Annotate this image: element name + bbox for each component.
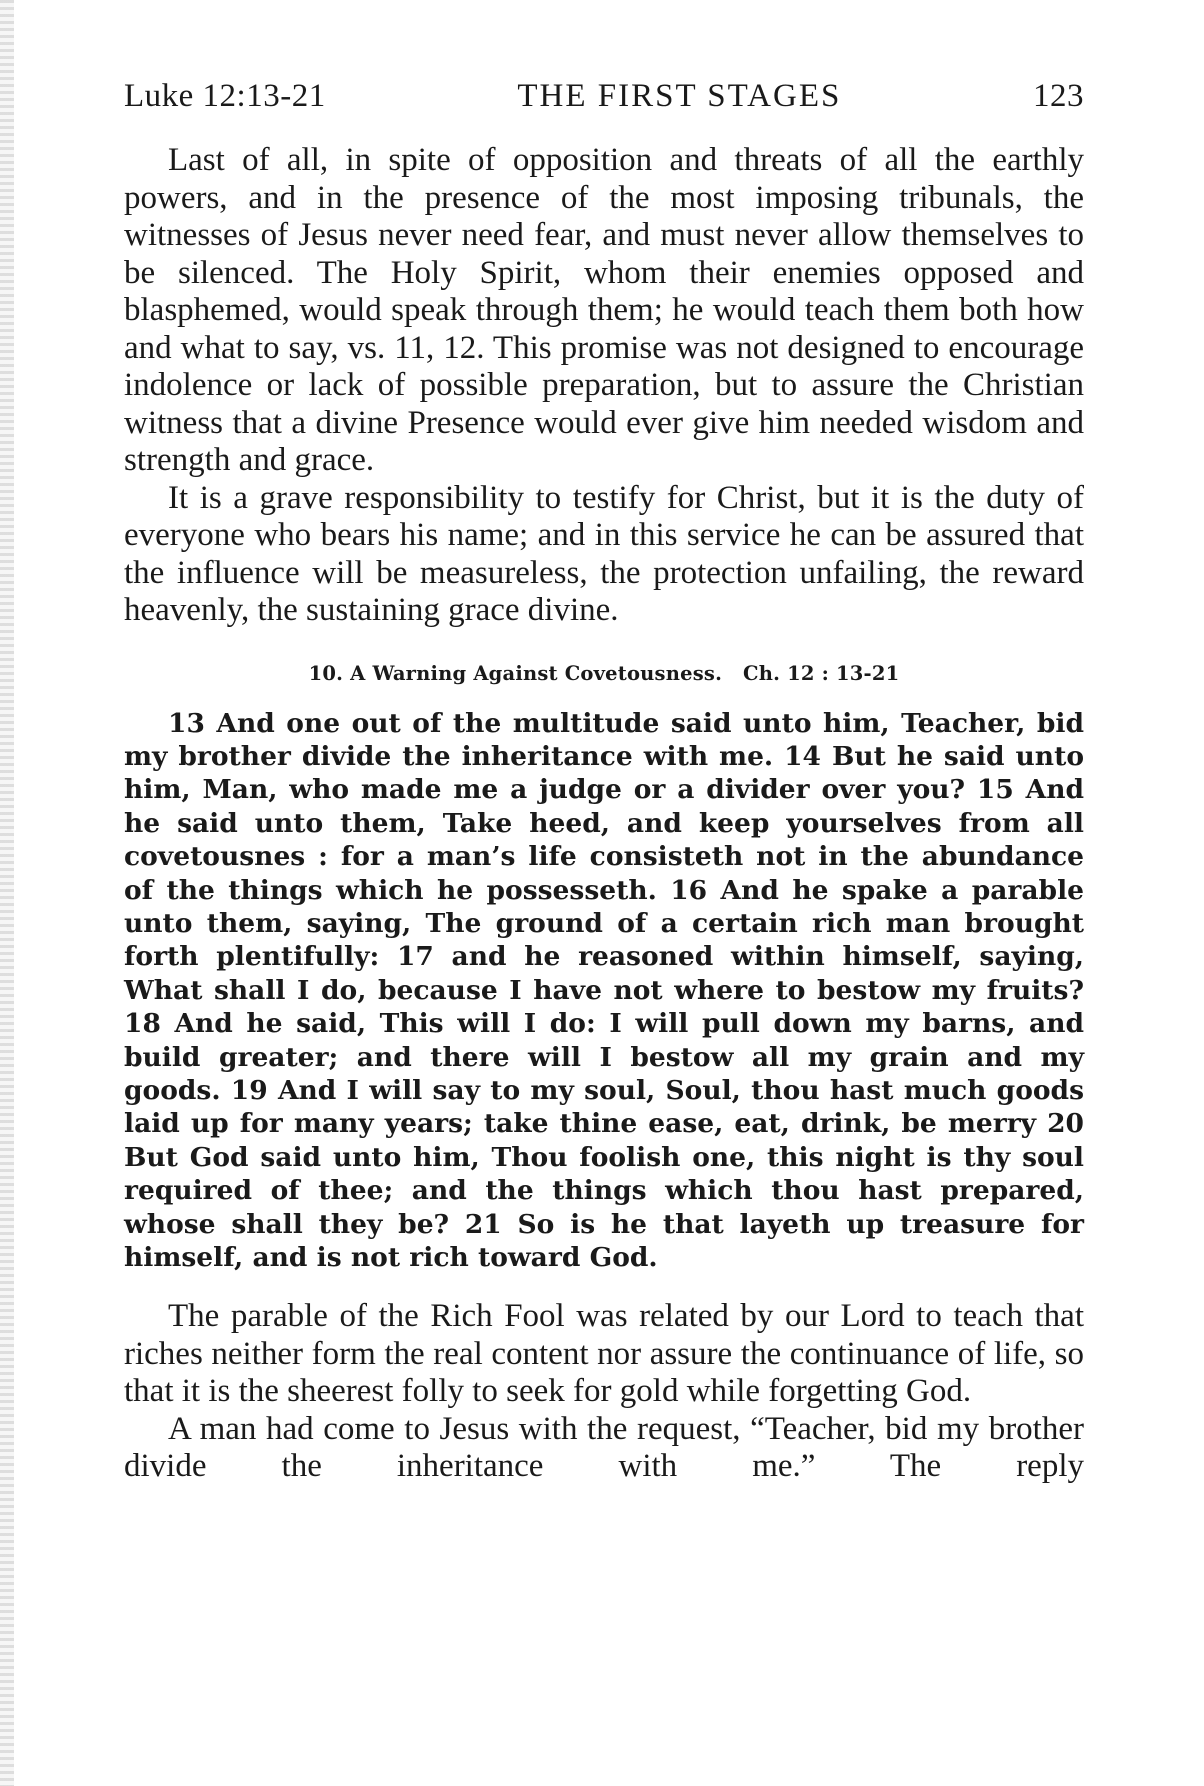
running-header: [124, 78, 1084, 124]
book-page: [124, 78, 1084, 1486]
running-title: THE FIRST STAGES: [517, 78, 842, 114]
commentary-text: [124, 1298, 1084, 1486]
paragraph: A man had come to Jesus with the request, “Teacher, bid my brother divide the inheritance with me.” The reply: [124, 1410, 1084, 1485]
paragraph: Last of all, in spite of opposition and threats of all the earthly powers, and in the presence of the most imposing tribunals, the witnesses of Jesus never need fear, and must never allow themselves to be silenced. The Holy Spirit, whom their enemies opposed and blasphemed, would speak through them; he would teach them both how and what to say, vs. 11, 12. This promise was not designed to encourage indolence or lack of possible preparation, but to assure the Christian witness that a divine Presence would ever give him needed wisdom and strength and grace.: [124, 142, 1084, 478]
chapter-reference: Luke 12:13-21: [124, 78, 326, 114]
scripture-passage: 13 And one out of the multitude said unto him, Teacher, bid my brother divide the inheritance with me. 14 But he said unto him, Man, who made me a judge or a divider over you? 15 And he said unto them, Take heed, and keep yourselves from all covetousnes : for a man’s life consisteth not in the abundance of the things which he possesseth. 16 And he spake a parable unto them, saying, The ground of a certain rich man brought forth plentifully: 17 and he reasoned within himself, saying, What shall I do, because I have not where to bestow my fruits? 18 And he said, This will I do: I will pull down my barns, and build greater; and there will I bestow all my grain and my goods. 19 And I will say to my soul, Soul, thou hast much goods laid up for many years; take thine ease, eat, drink, be merry 20 But God said unto him, Thou foolish one, this night is thy soul required of thee; and the things which thou hast prepared, whose shall they be? 21 So is he that layeth up treasure for himself, and is not rich toward God.: [124, 707, 1084, 1273]
section-heading: 10. A Warning Against Covetousness. Ch. 12 : 13-21: [308, 661, 900, 685]
page-number: 123: [1033, 78, 1084, 114]
paragraph: It is a grave responsibility to testify for Christ, but it is the duty of everyone who bears his name; and in this service he can be assured that the influence will be measureless, the protection unfailing, the reward heavenly, the sustaining grace divine.: [124, 479, 1084, 628]
intro-text: [124, 142, 1084, 630]
scan-gutter-edge: [0, 0, 14, 1786]
paragraph: The parable of the Rich Fool was related by our Lord to teach that riches neither form the real content nor assure the continuance of life, so that it is the sheerest folly to seek for gold while forgetting God.: [124, 1298, 1084, 1410]
